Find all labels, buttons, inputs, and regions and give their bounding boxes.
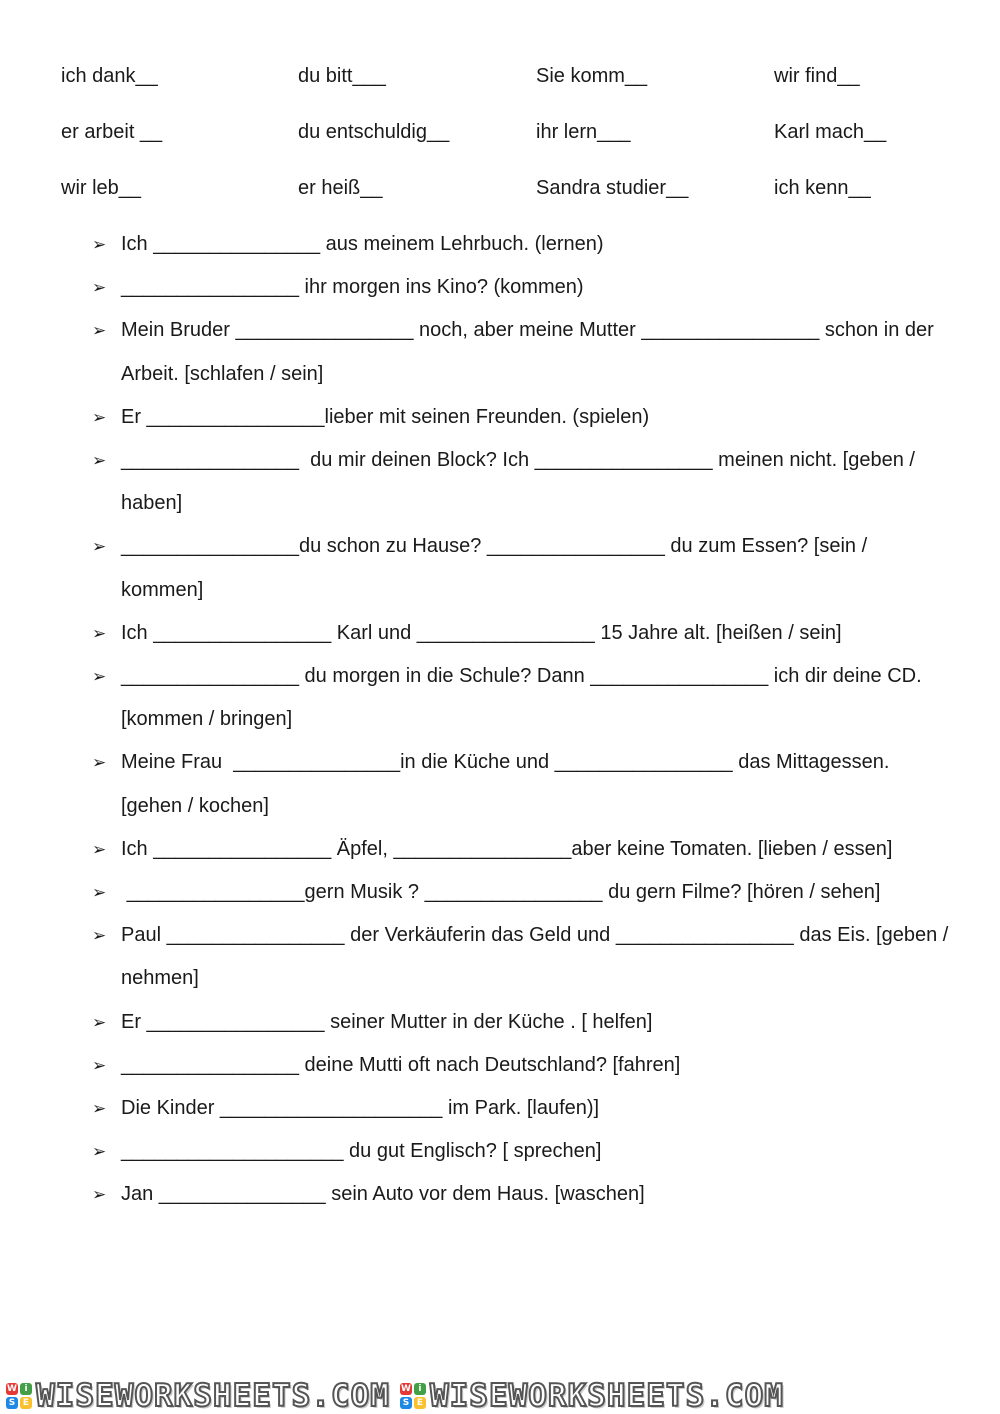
exercise-item bbox=[92, 1173, 952, 1216]
exercise-text: Ich _______________ aus meinem Lehrbuch. (lernen) bbox=[121, 233, 604, 255]
arrow-bullet-icon: ➢ bbox=[92, 1142, 107, 1162]
brand-watermark bbox=[400, 1378, 784, 1414]
exercise-text: Er ________________ seiner Mutter in der Küche . [ helfen] bbox=[121, 1010, 653, 1033]
exercise-item bbox=[92, 741, 952, 827]
verb-ending-cell: ihr lern___ bbox=[536, 121, 631, 143]
exercise-text: Ich ________________ Äpfel, ________________aber keine Tomaten. [lieben / essen] bbox=[121, 837, 893, 860]
exercise-text: ________________ du mir deinen Block? Ich ________________ meinen nicht. [geben / haben] bbox=[121, 449, 921, 515]
verb-ending-cell: ich dank__ bbox=[61, 65, 158, 87]
exercise-item bbox=[92, 223, 952, 266]
logo-tile: W bbox=[7, 1383, 17, 1394]
exercise-text: ________________gern Musik ? ________________ du gern Filme? [hören / sehen] bbox=[121, 881, 881, 904]
exercise-text: Ich ________________ Karl und ________________ 15 Jahre alt. [heißen / sein] bbox=[121, 621, 842, 644]
arrow-bullet-icon: ➢ bbox=[92, 753, 107, 773]
exercise-item bbox=[92, 1001, 952, 1044]
verb-ending-cell: du bitt___ bbox=[298, 65, 386, 87]
exercise-item bbox=[92, 439, 952, 525]
arrow-bullet-icon: ➢ bbox=[92, 321, 107, 341]
exercise-text: Mein Bruder ________________ noch, aber meine Mutter ________________ schon in der Arbeit. [schlafen / sein] bbox=[121, 319, 939, 385]
exercise-text: Meine Frau _______________in die Küche und ________________ das Mittagessen. [gehen / kochen] bbox=[121, 751, 895, 817]
brand-logo-icon bbox=[6, 1383, 32, 1409]
logo-tile: W bbox=[400, 1383, 411, 1394]
arrow-bullet-icon: ➢ bbox=[92, 839, 107, 859]
exercise-text: Er ________________lieber mit seinen Freunden. (spielen) bbox=[121, 405, 650, 428]
arrow-bullet-icon: ➢ bbox=[92, 278, 107, 298]
exercise-item bbox=[92, 655, 952, 741]
verb-ending-cell: er heiß__ bbox=[298, 177, 383, 199]
footer-watermark bbox=[0, 1378, 1000, 1413]
exercise-item bbox=[92, 1130, 952, 1173]
conjugation-grid bbox=[61, 58, 961, 226]
arrow-bullet-icon: ➢ bbox=[92, 1185, 107, 1205]
exercise-text: ________________du schon zu Hause? ________________ du zum Essen? [sein / kommen] bbox=[121, 535, 873, 601]
logo-tile: E bbox=[414, 1397, 426, 1409]
arrow-bullet-icon: ➢ bbox=[92, 451, 107, 471]
exercise-text: ________________ ihr morgen ins Kino? (kommen) bbox=[121, 276, 584, 299]
exercise-item bbox=[92, 914, 952, 1000]
exercise-item bbox=[92, 266, 952, 309]
logo-tile: E bbox=[20, 1397, 32, 1409]
brand-text: WISEWORKSHEETS.COM bbox=[36, 1377, 390, 1414]
brand-text: WISEWORKSHEETS.COM bbox=[429, 1377, 784, 1414]
verb-ending-cell: wir leb__ bbox=[61, 177, 142, 199]
exercise-item bbox=[92, 309, 952, 395]
arrow-bullet-icon: ➢ bbox=[92, 1099, 107, 1119]
verb-ending-cell: ich kenn__ bbox=[774, 177, 871, 199]
logo-tile: S bbox=[6, 1397, 18, 1409]
verb-ending-cell: Karl mach__ bbox=[774, 121, 887, 143]
arrow-bullet-icon: ➢ bbox=[92, 1055, 107, 1075]
arrow-bullet-icon: ➢ bbox=[92, 235, 107, 254]
exercise-item bbox=[92, 612, 952, 655]
exercise-item bbox=[92, 828, 952, 871]
exercise-text: ________________ du morgen in die Schule? Dann ________________ ich dir deine CD. [kommen / bringen] bbox=[121, 665, 928, 731]
arrow-bullet-icon: ➢ bbox=[92, 883, 107, 903]
arrow-bullet-icon: ➢ bbox=[92, 926, 107, 946]
exercise-text: ____________________ du gut Englisch? [ sprechen] bbox=[121, 1140, 602, 1163]
verb-ending-cell: er arbeit __ bbox=[61, 121, 163, 143]
brand-watermark bbox=[6, 1378, 390, 1414]
exercise-text: ________________ deine Mutti oft nach Deutschland? [fahren] bbox=[121, 1053, 681, 1076]
arrow-bullet-icon: ➢ bbox=[92, 407, 107, 427]
verb-ending-cell: Sie komm__ bbox=[536, 65, 648, 87]
exercise-list bbox=[92, 223, 952, 1217]
verb-ending-cell: Sandra studier__ bbox=[536, 177, 689, 199]
exercise-text: Die Kinder ____________________ im Park. [laufen)] bbox=[121, 1097, 600, 1120]
brand-logo-icon bbox=[400, 1383, 426, 1409]
verb-ending-cell: wir find__ bbox=[774, 65, 860, 87]
arrow-bullet-icon: ➢ bbox=[92, 667, 107, 687]
logo-tile: S bbox=[400, 1397, 412, 1409]
exercise-item bbox=[92, 525, 952, 611]
verb-ending-cell: du entschuldig__ bbox=[298, 121, 450, 143]
exercise-item bbox=[92, 871, 952, 914]
exercise-text: Paul ________________ der Verkäuferin das Geld und ________________ das Eis. [geben / nehmen] bbox=[121, 924, 954, 990]
exercise-item bbox=[92, 1087, 952, 1130]
exercise-text: Jan _______________ sein Auto vor dem Haus. [waschen] bbox=[121, 1183, 645, 1206]
arrow-bullet-icon: ➢ bbox=[92, 537, 107, 557]
logo-tile: i bbox=[414, 1383, 426, 1395]
logo-tile: i bbox=[20, 1383, 32, 1395]
exercise-item bbox=[92, 1044, 952, 1087]
arrow-bullet-icon: ➢ bbox=[92, 623, 107, 643]
exercise-item bbox=[92, 396, 952, 439]
arrow-bullet-icon: ➢ bbox=[92, 1012, 107, 1032]
